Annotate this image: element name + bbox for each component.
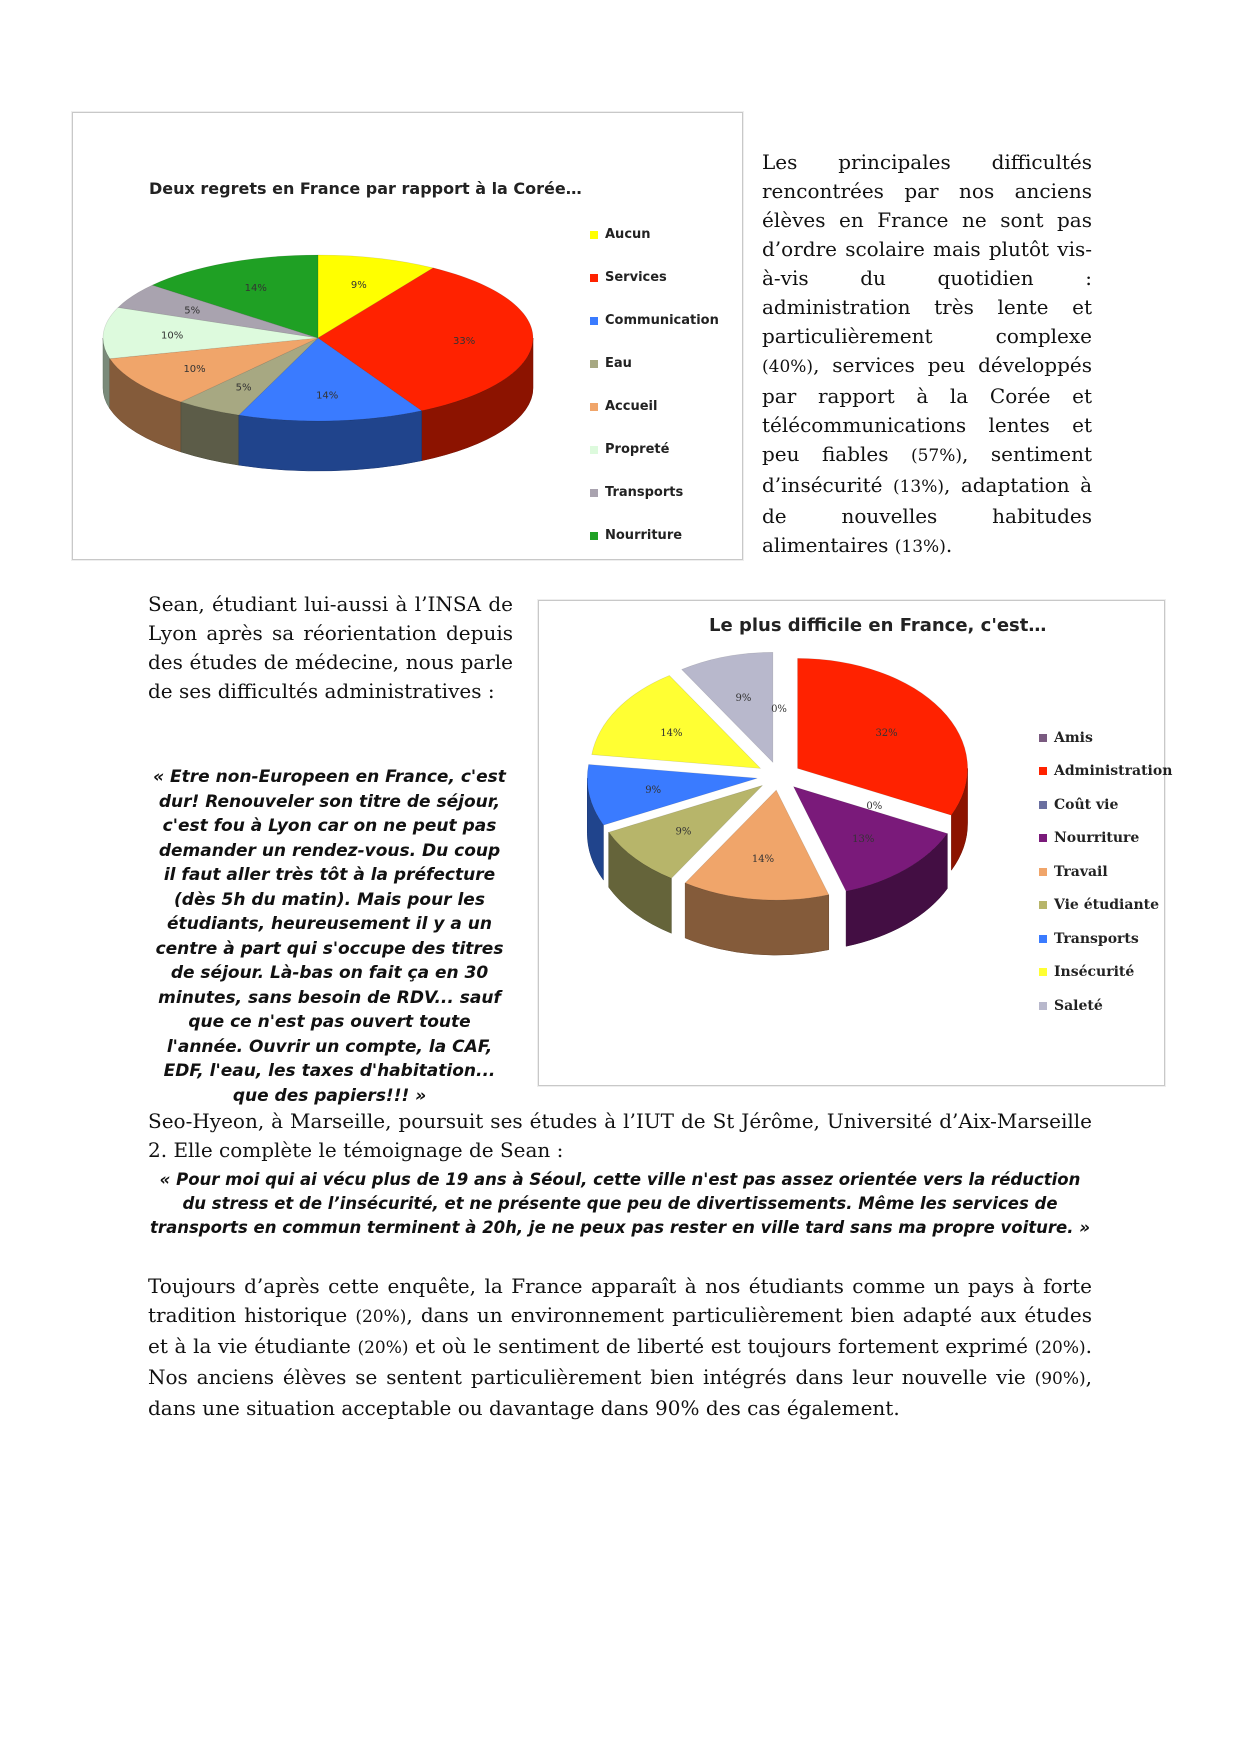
chart-difficult-title: Le plus difficile en France, c'est… [709,615,1047,636]
legend-label: Saleté [1054,997,1103,1014]
final-text-b: , dans un environnement particulièrement bien adapté aux études et à la vie étudiante [148,1303,1092,1358]
legend-label: Eau [605,356,632,371]
chart1-label-nourriture: 14% [244,282,267,294]
sean-quote: « Etre non-Europeen en France, c'est dur! Renouveler son titre de séjour, c'est fou à Lyon car on ne peut pas demander un rendez-vous. Du coup il faut aller très tôt à la préfecture (dès 5h du matin). Mais pour les étudiants, heureusement il y a un centre à part qui s'occupe des titres de séjour. Là-bas on fait ça en 30 minutes, sans besoin de RDV... sauf que ce n'est pas ouvert toute l'année. Ouvrir un compte, la CAF, EDF, l'eau, les taxes d'habitation... que des papiers!!! » [153,767,506,1106]
chart2-legend-nourriture [1039,822,1172,856]
final-pct-c: (20%) [1034,1338,1086,1358]
difficulties-text-3: , sentiment d’insécurité [762,442,1092,497]
final-pct-b: (20%) [357,1338,409,1358]
difficulties-text-5: . [945,533,953,557]
legend-swatch [1039,868,1047,876]
chart2-label-administration: 32% [875,727,898,739]
chart1-label-aucun: 9% [350,279,367,291]
final-text-a: Toujours d’après cette enquête, la France apparaît à nos étudiants comme un pays à forte tradition historique [148,1274,1092,1327]
chart1-label-proprete: 10% [160,330,184,342]
final-pct-d: (90%) [1034,1369,1086,1389]
chart2-label-cout-vie: 0% [866,801,883,813]
legend-swatch [590,231,598,239]
difficulties-paragraph [762,148,1092,562]
legend-swatch [1039,1002,1047,1010]
legend-label: Coût vie [1054,796,1119,813]
chart1-legend-services [590,256,719,299]
final-pct-a: (20%) [355,1307,407,1327]
legend-label: Propreté [605,442,670,457]
chart2-legend-insecurite [1039,956,1172,990]
chart2-legend-administration [1039,755,1172,789]
difficulties-pct-2: (57%) [910,446,963,466]
chart1-legend-accueil [590,385,719,428]
chart2-label-nourriture: 13% [852,833,875,845]
difficulties-pct-3: (13%) [892,477,944,497]
chart-regrets-legend [590,213,719,557]
chart-difficult [538,600,1173,1086]
chart1-legend-proprete [590,428,719,471]
sean-intro: Sean, étudiant lui-aussi à l’INSA de Lyon après sa réorientation depuis des études de médecine, nous parle de ses difficultés administratives : [148,592,513,703]
legend-label: Administration [1054,763,1173,780]
legend-swatch [590,403,598,411]
seo-intro: Seo-Hyeon, à Marseille, poursuit ses études à l’IUT de St Jérôme, Université d’Aix-Marseille 2. Elle complète le témoignage de Sean : [148,1109,1092,1162]
difficulties-text-2: , services peu développés par rapport à la Corée et télécommunications lentes et peu fiables [762,353,1092,466]
chart1-label-transports: 5% [184,305,201,317]
chart2-label-insecurite: 14% [660,727,683,739]
legend-swatch [590,317,598,325]
final-text-e: , dans une situation acceptable ou davantage dans 90% des cas également. [148,1365,1092,1420]
chart1-label-communication: 14% [316,390,339,402]
chart2-label-travail: 14% [751,853,775,865]
chart2-label-amis: 0% [771,703,787,715]
chart2-label-vie-etudiante: 9% [675,826,692,838]
chart-difficult-legend [1039,721,1172,1023]
chart2-legend-transports [1039,922,1172,956]
legend-label: Insécurité [1054,964,1135,981]
legend-swatch [1039,801,1047,809]
legend-swatch [1039,734,1047,742]
final-text-d: . Nos anciens élèves se sentent particulièrement bien intégrés dans leur nouvelle vie [148,1334,1092,1389]
legend-swatch [1039,901,1047,909]
chart1-label-eau: 5% [235,382,252,394]
legend-swatch [1039,767,1047,775]
legend-swatch [590,489,598,497]
final-paragraph [148,1272,1092,1423]
chart1-legend-communication [590,299,719,342]
legend-label: Services [605,270,667,285]
final-text-c: et où le sentiment de liberté est toujours fortement exprimé [408,1334,1035,1358]
legend-label: Travail [1054,863,1108,880]
legend-swatch [1039,834,1047,842]
chart2-legend-travail [1039,855,1172,889]
legend-swatch [590,360,598,368]
difficulties-pct-4: (13%) [894,537,946,557]
legend-label: Nourriture [1054,830,1140,847]
legend-swatch [590,446,598,454]
chart2-label-transports: 9% [645,784,662,796]
difficulties-pct-1: (40%) [762,357,814,377]
legend-label: Amis [1054,729,1093,746]
chart-regrets [72,112,743,560]
legend-swatch [1039,968,1047,976]
chart1-label-accueil: 10% [183,364,206,376]
legend-swatch [1039,935,1047,943]
legend-swatch [590,532,598,540]
chart2-legend-amis [1039,721,1172,755]
chart1-label-services: 33% [453,335,476,347]
difficulties-text-1: Les principales difficultés rencontrées par nos anciens élèves en France ne sont pas d’ordre scolaire mais plutôt vis-à-vis du quotidien : administration très lente et particulièrement complexe [762,150,1092,348]
legend-swatch [590,274,598,282]
legend-label: Communication [605,313,719,328]
legend-label: Transports [1054,930,1139,947]
chart2-legend-vie-etudiante [1039,889,1172,923]
legend-label: Transports [605,485,684,500]
legend-label: Vie étudiante [1054,897,1159,914]
legend-label: Accueil [605,399,658,414]
difficulties-text-4: , adaptation à de nouvelles habitudes alimentaires [762,473,1093,557]
chart1-legend-nourriture [590,514,719,557]
legend-label: Nourriture [605,528,683,543]
chart1-legend-eau [590,342,719,385]
legend-label: Aucun [605,227,651,242]
chart2-legend-cout-vie [1039,788,1172,822]
chart1-legend-aucun [590,213,719,256]
chart1-legend-transports [590,471,719,514]
chart2-label-salete: 9% [735,692,752,704]
seo-quote: « Pour moi qui ai vécu plus de 19 ans à Séoul, cette ville n'est pas assez orientée vers la réduction du stress et de l’insécurité, et ne présente que peu de divertissements. Même les services de transports en commun terminent à 20h, je ne peux pas rester en ville tard sans ma propre voiture. » [150,1170,1090,1237]
chart-regrets-title: Deux regrets en France par rapport à la Corée… [149,179,582,198]
chart2-legend-salete [1039,989,1172,1023]
